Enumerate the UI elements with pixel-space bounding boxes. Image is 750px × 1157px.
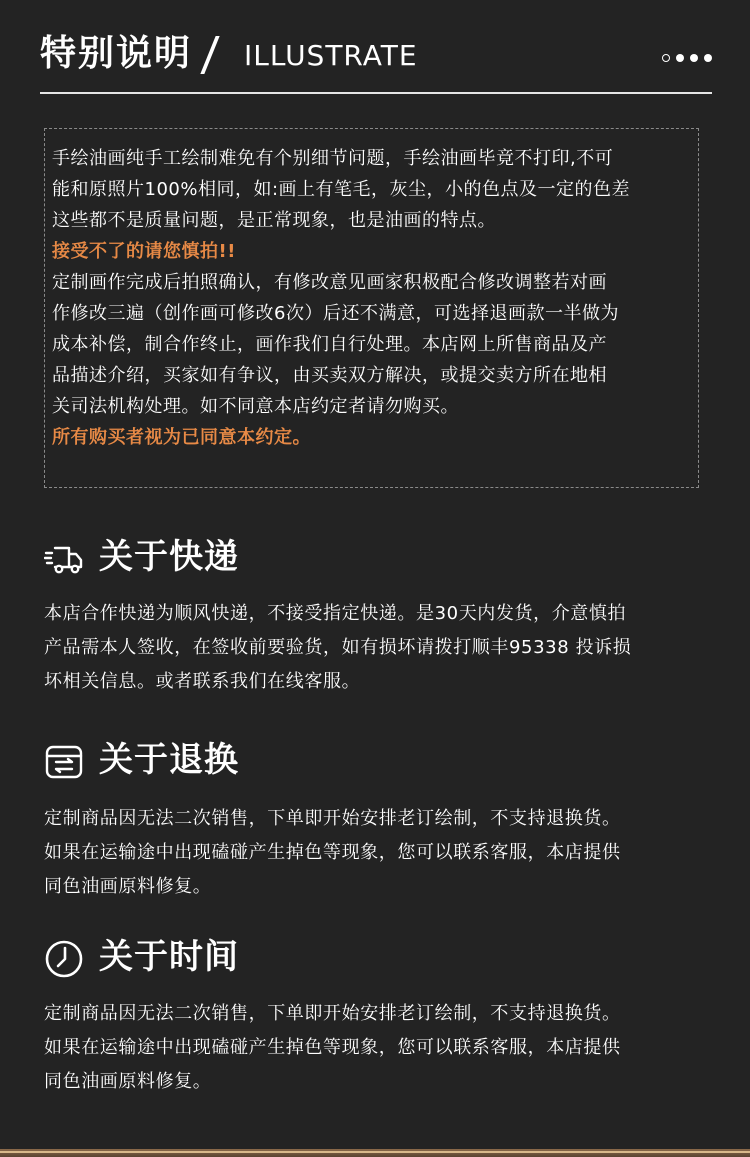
section-returns: [44, 738, 724, 904]
page-title: 特别说明: [40, 33, 193, 74]
delivery-truck-icon: [44, 539, 84, 579]
section-line: 定制商品因无法二次销售，下单即开始安排老订绘制，不支持退换货。: [44, 808, 621, 829]
dot-icon: [676, 54, 684, 62]
notice-warning: 接受不了的请您慎拍!!: [52, 241, 236, 262]
title-divider-slash: [200, 36, 219, 74]
section-time: [44, 935, 724, 1099]
notice-line: 品描述介绍，买家如有争议，由买卖双方解决，或提交卖方所在地相: [52, 365, 607, 386]
dot-icon: [690, 54, 698, 62]
header-divider: [40, 92, 712, 94]
section-title: 关于快递: [99, 537, 239, 577]
notice-line: 能和原照片100%相同，如:画上有笔毛，灰尘，小的色点及一定的色差: [52, 179, 631, 200]
section-line: 本店合作快递为顺风快递，不接受指定快递。是30天内发货，介意慎拍: [44, 603, 627, 624]
section-line: 定制商品因无法二次销售，下单即开始安排老订绘制，不支持退换货。: [44, 1003, 621, 1024]
notice-line: 成本补偿，制合作终止，画作我们自行处理。本店网上所售商品及产: [52, 334, 607, 355]
dot-icon: [662, 54, 670, 62]
section-line: 同色油画原料修复。: [44, 1071, 212, 1092]
decorative-dots: [662, 54, 712, 62]
notice-line: 关司法机构处理。如不同意本店约定者请勿购买。: [52, 396, 459, 417]
return-exchange-icon: [44, 742, 84, 782]
section-line: 同色油画原料修复。: [44, 876, 212, 897]
page-subtitle-en: ILLUSTRATE: [244, 39, 418, 72]
section-line: 如果在运输途中出现磕碰产生掉色等现象，您可以联系客服，本店提供: [44, 1037, 621, 1058]
section-delivery: [44, 535, 724, 699]
dot-icon: [704, 54, 712, 62]
clock-icon: [44, 939, 84, 979]
notice-box: [44, 128, 699, 488]
notice-line: 作修改三遍（创作画可修改6次）后还不满意，可选择退画款一半做为: [52, 303, 619, 324]
section-line: 产品需本人签收，在签收前要验货，如有损坏请拨打顺丰95338 投诉损: [44, 637, 632, 658]
notice-warning: 所有购买者视为已同意本约定。: [52, 427, 311, 448]
notice-line: 这些都不是质量问题，是正常现象，也是油画的特点。: [52, 210, 496, 231]
notice-line: 定制画作完成后拍照确认，有修改意见画家积极配合修改调整若对画: [52, 272, 607, 293]
bottom-decorative-bar: [0, 1149, 750, 1157]
notice-line: 手绘油画纯手工绘制难免有个别细节问题，手绘油画毕竟不打印,不可: [52, 148, 614, 169]
section-title: 关于退换: [99, 740, 239, 780]
section-line: 如果在运输途中出现磕碰产生掉色等现象，您可以联系客服，本店提供: [44, 842, 621, 863]
header: [40, 30, 712, 94]
section-title: 关于时间: [99, 937, 239, 977]
section-line: 坏相关信息。或者联系我们在线客服。: [44, 671, 361, 692]
